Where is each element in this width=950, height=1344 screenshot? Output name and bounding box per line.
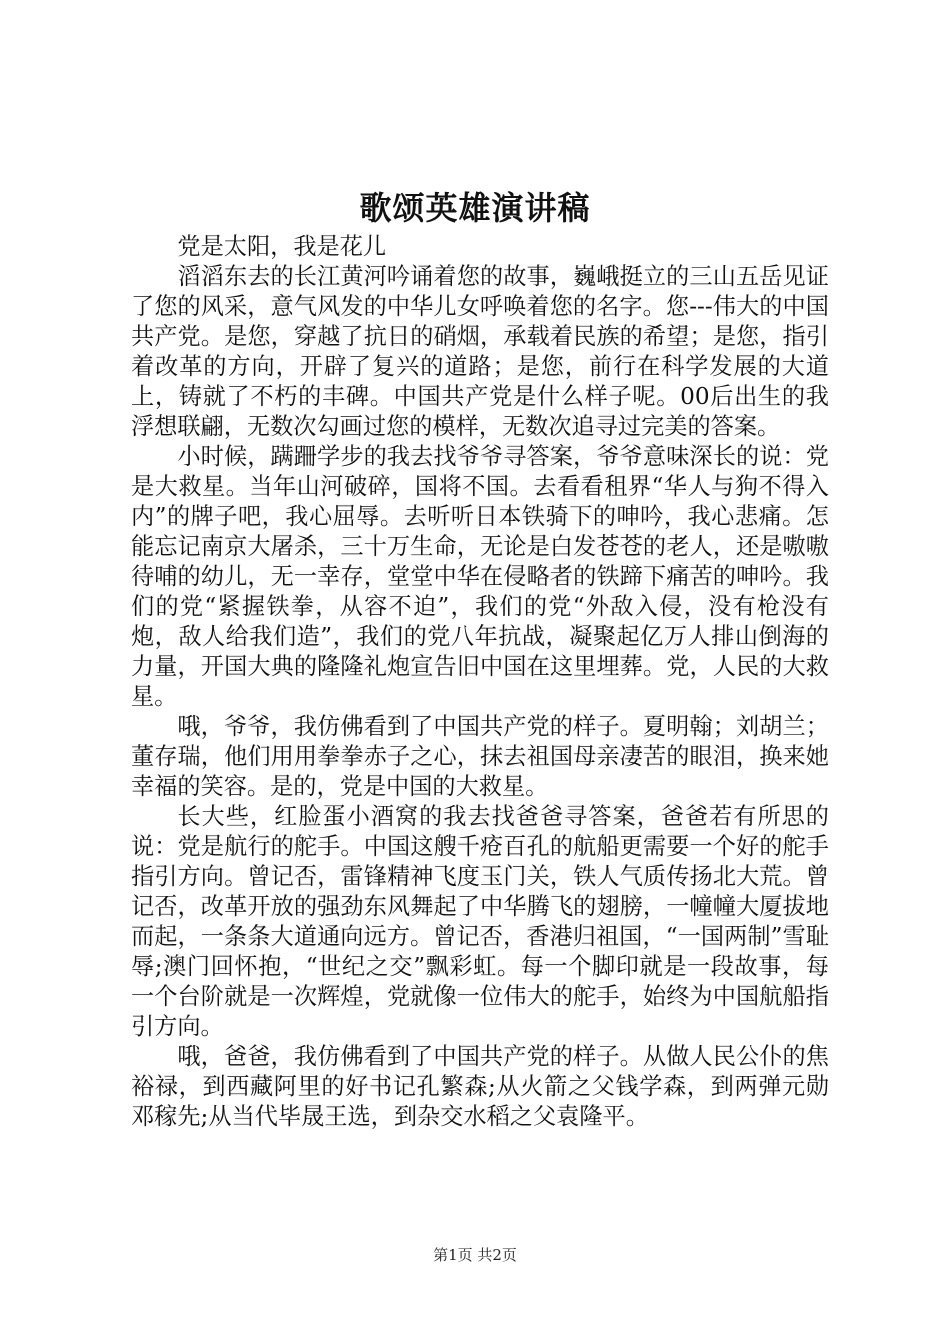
paragraph: 哦，爸爸，我仿佛看到了中国共产党的样子。从做人民公仆的焦裕禄，到西藏阿里的好书记孔繁森;从火箭之父钱学森，到两弹元勋邓稼先;从当代毕晟王选，到杂交水稻之父袁隆平。 — [131, 1043, 829, 1130]
paragraph: 小时候，蹒跚学步的我去找爷爷寻答案，爷爷意味深长的说：党是大救星。当年山河破碎，国将不国。去看看租界“华人与狗不得入内”的牌子吧，我心屈辱。去听听日本铁骑下的呻吟，我心悲痛。怎能忘记南京大屠杀，三十万生命，无论是白发苍苍的老人，还是嗷嗷待哺的幼儿，无一幸存，堂堂中华在侵略者的铁蹄下痛苦的呻吟。我们的党“紧握铁拳，从容不迫”，我们的党“外敌入侵，没有枪没有炮，敌人给我们造”，我们的党八年抗战，凝聚起亿万人排山倒海的力量，开国大典的隆隆礼炮宣告旧中国在这里埋葬。党，人民的大救星。 — [131, 443, 829, 710]
document-title: 歌颂英雄演讲稿 — [359, 189, 591, 227]
page-number-footer: 第1页 共2页 — [433, 1246, 517, 1264]
paragraph: 长大些，红脸蛋小酒窝的我去找爸爸寻答案，爸爸若有所思的说：党是航行的舵手。中国这艘千疮百孔的航船更需要一个好的舵手指引方向。曾记否，雷锋精神飞度玉门关，铁人气质传扬北大荒。曾记否，改革开放的强劲东风舞起了中华腾飞的翅膀，一幢幢大厦拔地而起，一条条大道通向远方。曾记否，香港归祖国，“一国两制”雪耻辱;澳门回怀抱，“世纪之交”飘彩虹。每一个脚印就是一段故事，每一个台阶就是一次辉煌，党就像一位伟大的舵手，始终为中国航船指引方向。 — [131, 803, 829, 1040]
paragraph: 滔滔东去的长江黄河吟诵着您的故事，巍峨挺立的三山五岳见证了您的风采，意气风发的中华儿女呼唤着您的名字。您---伟大的中国共产党。是您，穿越了抗日的硝烟，承载着民族的希望；是您，指引着改革的方向，开辟了复兴的道路；是您，前行在科学发展的大道上，铸就了不朽的丰碑。中国共产党是什么样子呢。00后出生的我浮想联翩，无数次勾画过您的模样，无数次追寻过完美的答案。 — [131, 263, 829, 440]
paragraph-subtitle: 党是太阳，我是花儿 — [177, 233, 387, 260]
document-body — [131, 232, 829, 1132]
paragraph: 哦，爷爷，我仿佛看到了中国共产党的样子。夏明翰；刘胡兰；董存瑞，他们用用拳拳赤子之心，抹去祖国母亲凄苦的眼泪，换来她幸福的笑容。是的，党是中国的大救星。 — [131, 713, 829, 800]
